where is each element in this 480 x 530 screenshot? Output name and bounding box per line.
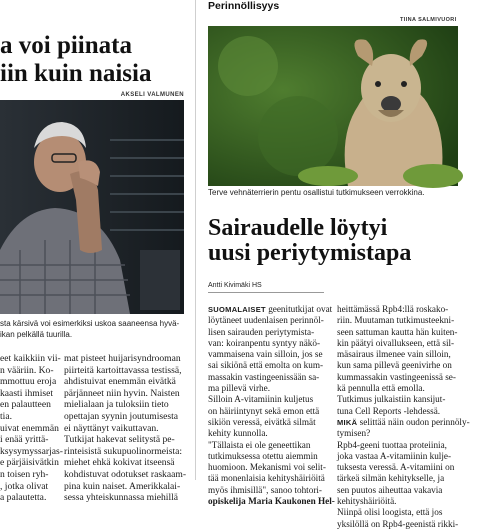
right-headline-line2: uusi periytymistapa (208, 240, 412, 266)
right-col2-question-end: tymisen? (337, 428, 371, 439)
right-col1-line: ma pillevä virhe. (208, 383, 270, 394)
left-col1-line: mmottuu eroja (0, 376, 57, 388)
right-col2-line: kin päätyi oivallukseen, että sil- (337, 337, 455, 348)
question-text: selittää näin oudon perinnöly- (357, 416, 470, 427)
right-headline-line1: Sairaudelle löytyi (208, 215, 388, 241)
right-col1-line: löytäneet uudenlaisen perinnöl- (208, 315, 324, 326)
left-photo-elderly-man (0, 100, 184, 314)
left-col1-line: , jotka olivat (0, 480, 49, 492)
right-col1-line: vammaisena vain silloin, jos se (208, 349, 323, 360)
right-col1-line: kehity kunnolla. (208, 428, 268, 439)
left-col2-line: opettajan syynin joutumisesta (64, 410, 179, 422)
right-col2-line: Niinpä olisi loogista, että jos (337, 507, 443, 518)
lead-text: geenitutkijat ovat (265, 304, 333, 314)
left-col2-line: Tutkijat hakevat selitystä pe- (64, 434, 175, 446)
left-col2-line: kohdistuvat odotukset raskaam- (64, 468, 187, 480)
right-col1-line: massakin vastingeenissään sa- (208, 371, 320, 382)
right-col2-line: riin. Muutaman tutkimusteekni- (337, 315, 455, 326)
left-col1-line: en palautteen (0, 399, 51, 411)
left-col2-line: miehet ehkä kokivat itseensä (64, 457, 175, 469)
right-col2-line: joka vastaa A-vitamiinin kulje- (337, 450, 452, 461)
left-col1-line: eet kaikkiin vii- (0, 353, 61, 364)
left-col2-line: rinteisistä sukupuolinormeista: (64, 445, 183, 457)
right-col1-line: opiskelija Maria Kaukonen Hel- (208, 496, 335, 507)
right-col1-line: tutkimuksessa otettu aiemmin (208, 450, 318, 461)
left-headline-line2: iin kuin naisia (0, 60, 152, 87)
right-col1-line: "Tällaista ei ole geneettikan (208, 439, 311, 450)
right-col2-line: kä pennulla että emolla. (337, 383, 425, 394)
left-photo-graphic (0, 100, 184, 314)
right-body-col1 (208, 304, 335, 507)
right-col1-line: sikiön veressä, eivätkä silmät (208, 416, 316, 427)
right-col1-line: lisen sairauden periytymista- (208, 326, 315, 337)
question-lead: MIKÄ (337, 417, 358, 427)
right-col2-line: tuksesta veressä. A-vitamiini on (337, 462, 455, 473)
right-col2-line: kun sama pillevä geenivirhe on (337, 360, 452, 371)
right-col2-line: kummassakin vastingeenissä se- (337, 371, 456, 382)
right-col1-line: van: koiranpentu syntyy näkö- (208, 337, 321, 348)
left-col2-line: sessa yhteiskunnassa miehillä (64, 492, 179, 504)
right-col2-line: Tutkimus julkaistiin kansijut- (337, 394, 446, 405)
left-caption-line1: sta kärsivä voi esimerkiksi uskoa saaneensa hyvä- (0, 319, 180, 328)
left-col2-line: ei näyttänyt vaikuttavan. (64, 422, 159, 434)
left-col2-line: pärjänneet niin hyvin. Naisten (64, 387, 180, 399)
right-photo-credit: TIINA SALMIVUORI (400, 17, 457, 23)
right-col1-line: huomioon. Mekanismi voi selit- (208, 462, 326, 473)
right-col1-first-line (208, 304, 333, 315)
left-body-col2 (64, 353, 188, 504)
right-headline (208, 216, 458, 266)
left-body-col1 (0, 353, 63, 504)
left-col1-line: ksysymyssarjas- (0, 445, 63, 457)
right-col2-line: heittämässä Rpb4:llä roskako- (337, 304, 449, 314)
left-col1-line: a palautetta. (0, 492, 47, 504)
left-col1-line: tia. (0, 410, 12, 422)
right-col2-question (337, 416, 470, 428)
left-col1-line: i enää yrittä- (0, 434, 49, 446)
left-col1-line: kaasti ihmiset (0, 387, 54, 399)
left-headline (0, 32, 190, 88)
right-body-col2 (337, 304, 470, 529)
right-col2-line: tuna Cell Reports -lehdessä. (337, 405, 441, 416)
right-col2-line: seen sattuman kautta hän kuiten- (337, 326, 458, 337)
right-caption: Terve vehnäterrierin pentu osallistui tutkimukseen verrokkina. (208, 188, 425, 197)
byline-rule (208, 292, 324, 293)
left-col1-line: uivat enemmän (0, 422, 59, 434)
byline: Antti Kivimäki HS (208, 282, 262, 289)
right-photo-terrier-puppy (208, 26, 458, 186)
right-col2-line: Rpb4-geeni tuottaa proteiinia, (337, 439, 447, 450)
column-divider (195, 0, 196, 480)
right-col1-line: on häiriintynyt sekä emon että (208, 405, 320, 416)
left-col2-line: mielialaan ja tuloksiin tieto (64, 399, 169, 411)
left-caption (0, 318, 190, 340)
right-col1-line: sai sikiönä että emolta on kum- (208, 360, 324, 371)
left-headline-line1: a voi piinata (0, 32, 132, 59)
left-col1-line: e pärjäisivätkin (0, 457, 59, 469)
left-col2-line: ahdistuivat enemmän eivätkä (64, 376, 176, 388)
left-col1-line: n toisen ryh- (0, 468, 49, 480)
right-col2-line: mäsairaus ilmenee vain silloin, (337, 349, 451, 360)
left-col2-line: mat pisteet huijarisyndrooman (64, 353, 181, 364)
right-col2-line: sen puutos aiheuttaa vakavia (337, 484, 443, 495)
lead-word: SUOMALAISET (208, 305, 266, 314)
right-col2-line: kehityshäiriöitä. (337, 496, 397, 507)
left-col2-line: piirteitä kartoittavassa testissä, (64, 364, 182, 376)
right-col1-line: tää monenlaisia kehityshäiriöitä (208, 473, 325, 484)
right-col1-line: myös ihmisillä", sanoo tohtori- (208, 484, 322, 495)
section-heading: Perinnöllisyys (208, 0, 280, 12)
right-col2-line: tärkeä silmän kehitykselle, ja (337, 473, 445, 484)
left-caption-line2: ikan pelkällä tuurilla. (0, 330, 73, 339)
left-col2-line: pina kuin naiset. Amerikkalai- (64, 480, 181, 492)
right-col1-line: Silloin A-vitamiinin kuljetus (208, 394, 314, 405)
right-photo-graphic (208, 26, 458, 186)
left-photo-credit: AKSELI VALMUNEN (120, 92, 184, 98)
left-col1-line: n vääriin. Ko- (0, 364, 54, 376)
right-col2-line: yksilöllä on Rpb4-geenistä rikki- (337, 518, 459, 529)
